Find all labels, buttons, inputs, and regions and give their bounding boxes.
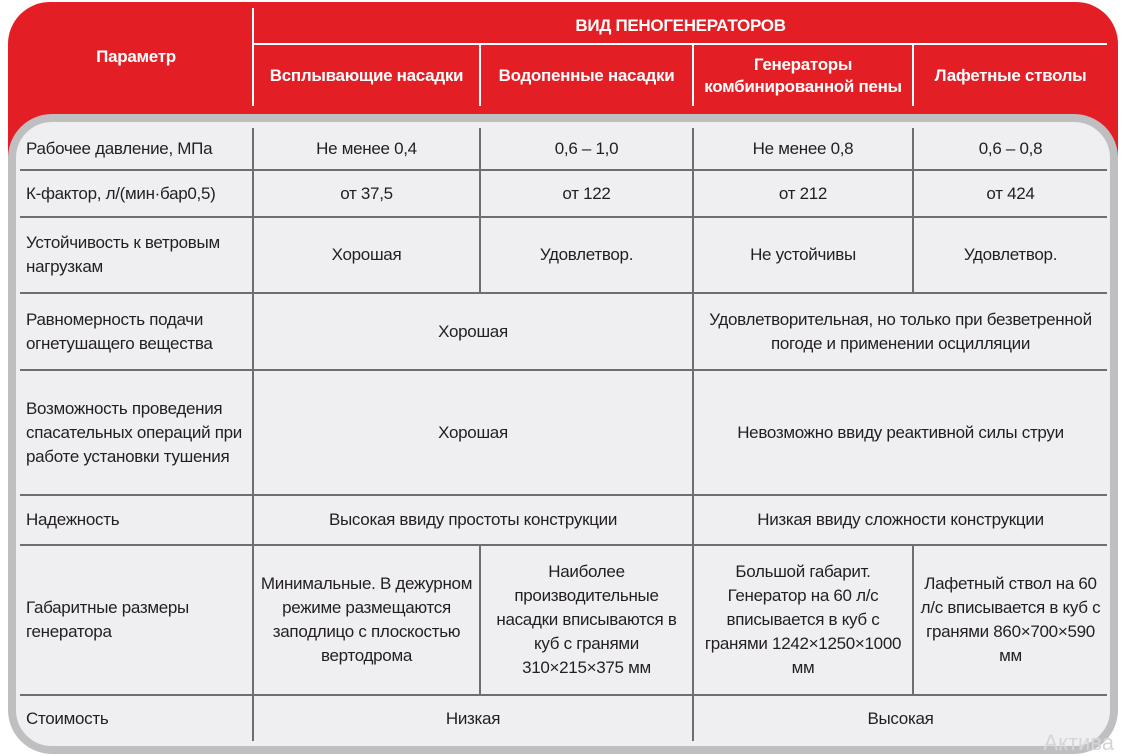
table-row xyxy=(20,217,1107,293)
cell: Удовлетвор. xyxy=(913,217,1107,293)
cell: от 212 xyxy=(693,170,913,217)
cell: Не менее 0,4 xyxy=(253,128,480,170)
table-row xyxy=(20,545,1107,695)
cell: Высокая xyxy=(693,695,1107,741)
cell: от 122 xyxy=(480,170,693,217)
row-label: Возможность проведения спасательных операций при работе установки тушения xyxy=(20,370,253,495)
row-label: Габаритные размеры генератора xyxy=(20,545,253,695)
row-label: Рабочее давление, МПа xyxy=(20,128,253,170)
cell: от 37,5 xyxy=(253,170,480,217)
header-col-4: Лафетные стволы xyxy=(913,44,1107,106)
cell: Хорошая xyxy=(253,370,693,495)
cell: 0,6 – 0,8 xyxy=(913,128,1107,170)
row-label: К-фактор, л/(мин·бар0,5) xyxy=(20,170,253,217)
cell: 0,6 – 1,0 xyxy=(480,128,693,170)
cell: Удовлетвор. xyxy=(480,217,693,293)
cell: от 424 xyxy=(913,170,1107,217)
cell: Большой габарит. Генератор на 60 л/с вписывается в куб с гранями 1242×1250×1000 мм xyxy=(693,545,913,695)
row-label: Стоимость xyxy=(26,708,109,728)
cell: Лафетный ствол на 60 л/с вписывается в куб с гранями 860×700×590 мм xyxy=(913,545,1107,695)
table-row xyxy=(20,495,1107,545)
table-row xyxy=(20,370,1107,495)
table-row xyxy=(20,293,1107,370)
header-col-2: Водопенные насадки xyxy=(480,44,693,106)
cell: Наиболее производительные насадки вписываются в куб с гранями 310×215×375 мм xyxy=(480,545,693,695)
cell: Не менее 0,8 xyxy=(693,128,913,170)
row-label: Устойчивость к ветровым нагрузкам xyxy=(20,217,253,293)
header-parameter: Параметр xyxy=(96,47,176,66)
header-col-3: Генераторы комбинированной пены xyxy=(693,44,913,106)
header-group: ВИД ПЕНОГЕНЕРАТОРОВ xyxy=(253,8,1107,44)
cell: Невозможно ввиду реактивной силы струи xyxy=(693,370,1107,495)
cell: Низкая ввиду сложности конструкции xyxy=(693,495,1107,545)
cell: Низкая xyxy=(253,695,693,741)
cell: Минимальные. В дежурном режиме размещаются заподлицо с плоскостью вертодрома xyxy=(253,545,480,695)
table-header xyxy=(20,8,1107,106)
watermark: Актива xyxy=(1043,730,1114,755)
cell: Не устойчивы xyxy=(693,217,913,293)
cell: Хорошая xyxy=(253,293,693,370)
table-row xyxy=(20,170,1107,217)
cell: Хорошая xyxy=(253,217,480,293)
row-label: Надежность xyxy=(20,495,253,545)
header-col-1: Всплывающие насадки xyxy=(253,44,480,106)
table-row xyxy=(20,128,1107,170)
table-row xyxy=(20,695,1107,741)
cell: Удовлетворительная, но только при безветренной погоде и применении осцилляции xyxy=(693,293,1107,370)
row-label: Равномерность подачи огнетушащего вещества xyxy=(20,293,253,370)
comparison-table xyxy=(20,128,1107,741)
cell: Высокая ввиду простоты конструкции xyxy=(253,495,693,545)
